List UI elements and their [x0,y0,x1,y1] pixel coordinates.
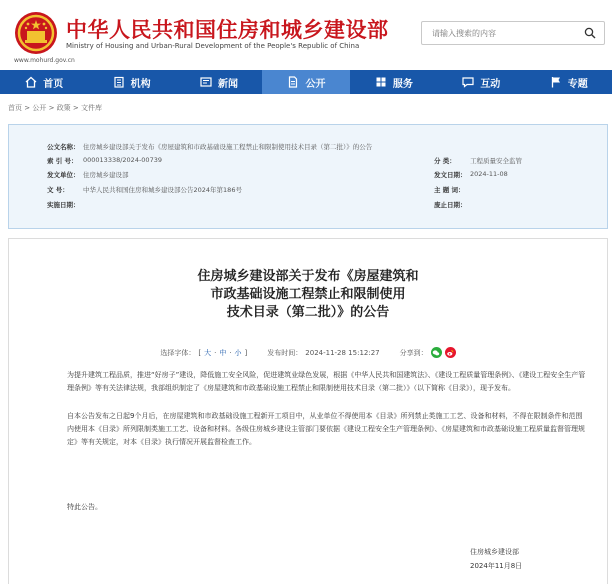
nav-label: 新闻 [218,78,239,90]
nav-item-home[interactable] [0,70,87,94]
nav-label: 互动 [480,78,501,90]
main-nav [0,70,612,94]
info-row-doc-no [9,185,607,198]
font-size-separator: · [229,348,232,357]
article-paragraph: 自本公告发布之日起9个月后，在房屋建筑和市政基础设施工程新开工项目中，从业单位不得使用本《目录》所列禁止类施工工艺、设备和材料，不得在限制条件和范围内使用本《目录》所列限制类施工工艺、设备和材料。各级住房城乡建设主管部门要依据《建设工程安全生产管理条例》、《房屋建筑和市政基础设施工程质量监督管理规定》等有关规定，对本《目录》执行情况开展监督检查工作。 [67,412,585,446]
article-title [9,268,607,322]
nav-label: 公开 [305,78,326,90]
category-label: 分 类： [434,157,456,165]
document-info-panel [8,124,608,229]
share-label: 分享到： [399,348,428,357]
breadcrumb-separator: > [48,104,55,112]
weibo-icon [446,349,454,357]
doc-no-label: 文 号： [47,186,69,194]
nav-label: 专题 [567,78,588,90]
article-meta [9,347,607,358]
effective-date-label: 实施日期： [47,201,80,209]
nav-item-topics[interactable] [525,70,612,94]
search-box [421,21,605,45]
nav-item-interaction[interactable] [437,70,524,94]
wechat-share-button[interactable] [431,347,442,358]
issuer-label: 发文单位： [47,171,80,179]
document-icon [286,75,300,89]
breadcrumb [8,103,102,113]
title-line: 技术目录（第二批）》的公告 [226,305,390,320]
site-title-english: Ministry of Housing and Urban-Rural Development of the People's Republic of China [66,42,360,50]
search-icon [584,27,596,39]
font-size-separator: · [214,348,217,357]
font-size-small[interactable]: 小 [234,348,242,357]
article [8,238,608,584]
title-line: 市政基础设施工程禁止和限制使用 [210,287,406,302]
weibo-share-button[interactable] [445,347,456,358]
home-icon [24,75,38,89]
breadcrumb-file-library[interactable]: 文件库 [81,104,103,112]
issuer-value: 住房城乡建设部 [83,171,129,179]
wechat-icon [432,349,440,357]
expire-date-label: 废止日期： [434,201,467,209]
site-url: www.mohurd.gov.cn [14,57,75,64]
font-size-bracket: ] [244,348,248,357]
subject-value: 住房城乡建设部关于发布《房屋建筑和市政基础设施工程禁止和限制使用技术目录（第二批）》的公告 [83,143,373,151]
signature-date: 2024年11月8日 [470,562,523,570]
info-row-issuer [9,170,607,183]
issue-date-value: 2024-11-08 [470,170,508,178]
search-input[interactable] [422,22,572,44]
breadcrumb-policy[interactable]: 政策 [56,104,71,112]
nav-label: 机构 [130,78,151,90]
search-button[interactable] [576,22,604,44]
signature-organization: 住房城乡建设部 [470,548,519,556]
site-title[interactable]: 中华人民共和国住房和城乡建设部 [66,18,389,42]
keywords-label: 主 题 词： [434,186,465,194]
article-paragraph: 特此公告。 [67,503,102,511]
article-paragraph: 为提升建筑工程品质，推进“好房子”建设，降低施工安全风险，促进建筑业绿色发展，根据《中华人民共和国建筑法》、《建设工程质量管理条例》、《建设工程安全生产管理条例》等有关法律法规，我部组织制定了《房屋建筑和市政基础设施工程禁止和限制使用技术目录（第二批）》（以下简称《目录》），现予发布。 [67,371,586,392]
news-icon [199,75,213,89]
grid-icon [374,75,388,89]
nav-label: 首页 [43,78,64,90]
national-emblem-icon[interactable] [14,11,58,55]
nav-item-news[interactable] [175,70,262,94]
breadcrumb-separator: > [72,104,79,112]
doc-no-value: 中华人民共和国住房和城乡建设部公告2024年第186号 [83,186,242,194]
title-line: 住房城乡建设部关于发布《房屋建筑和 [197,269,419,284]
font-size-bracket: [ [198,348,202,357]
building-icon [112,75,126,89]
font-size-label: 选择字体： [160,348,196,357]
issue-date-label: 发文日期： [434,171,467,179]
nav-item-public[interactable] [262,70,349,94]
category-value: 工程质量安全监管 [470,157,522,165]
chat-icon [461,75,475,89]
font-size-large[interactable]: 大 [204,348,212,357]
flag-icon [549,75,563,89]
info-row-dates [9,200,607,213]
subject-label: 公文名称： [47,143,80,151]
index-label: 索 引 号： [47,157,78,165]
info-row-index [9,156,607,169]
index-value: 000013338/2024-00739 [83,156,162,164]
publish-time-label: 发布时间： [267,348,303,357]
nav-label: 服务 [392,78,413,90]
breadcrumb-home[interactable]: 首页 [8,104,22,112]
site-header [0,0,612,70]
breadcrumb-public[interactable]: 公开 [32,104,47,112]
publish-time: 2024-11-28 15:12:27 [305,348,380,357]
nav-item-service[interactable] [350,70,437,94]
breadcrumb-separator: > [24,104,31,112]
nav-item-organization[interactable] [87,70,174,94]
font-size-medium[interactable]: 中 [219,348,227,357]
